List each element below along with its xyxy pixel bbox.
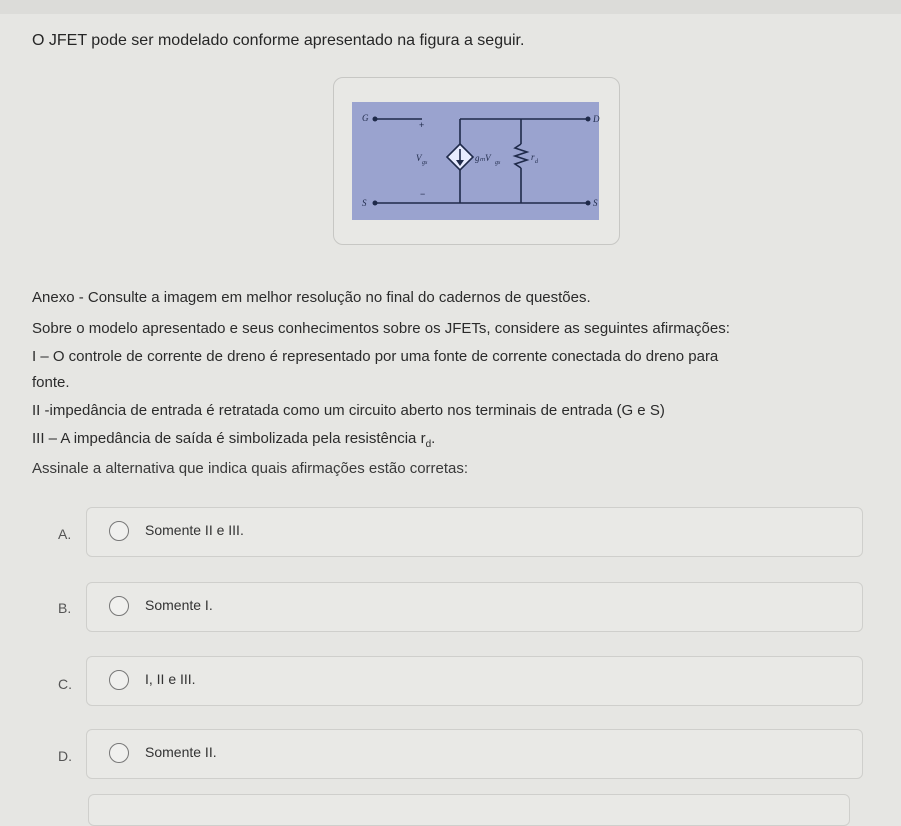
statement-3-subscript: d [425, 439, 432, 450]
next-option-box-partial [88, 794, 850, 826]
option-d-radio[interactable] [109, 743, 129, 763]
label-s-right: S [593, 198, 598, 208]
option-a-radio[interactable] [109, 521, 129, 541]
label-vgs: V [416, 153, 422, 163]
label-gm-vgs: gₘV [475, 153, 491, 163]
figure-card [333, 77, 620, 245]
option-c-label: I, II e III. [145, 671, 196, 687]
statement-2: II -impedância de entrada é retratada como um circuito aberto nos terminais de entrada (G e S) [32, 402, 665, 419]
label-rd-sub: d [535, 159, 538, 165]
option-d-letter: D. [58, 748, 72, 764]
drain-terminal [586, 117, 591, 122]
jfet-model-diagram [334, 78, 619, 244]
option-c-radio[interactable] [109, 670, 129, 690]
option-c[interactable] [86, 656, 863, 706]
option-c-letter: C. [58, 676, 72, 692]
top-strip [0, 0, 901, 14]
option-b-radio[interactable] [109, 596, 129, 616]
label-g: G [362, 113, 369, 123]
label-vgs-sub: gs [422, 160, 428, 166]
label-rd: r [531, 152, 535, 162]
option-a-letter: A. [58, 526, 72, 542]
statement-3-text: III – A impedância de saída é simbolizada pela resistência r [32, 430, 426, 447]
option-d[interactable] [86, 729, 863, 779]
source-terminal-right [586, 201, 591, 206]
plus-sign: + [419, 120, 425, 130]
annex-note: Anexo - Consulte a imagem em melhor resolução no final do cadernos de questões. [32, 289, 591, 306]
option-b-letter: B. [58, 600, 72, 616]
statement-1-line-1: I – O controle de corrente de dreno é representado por uma fonte de corrente conectada do dreno para [32, 348, 719, 365]
answer-prompt: Assinale a alternativa que indica quais afirmações estão corretas: [32, 460, 469, 477]
minus-sign: − [420, 189, 426, 199]
option-b[interactable] [86, 582, 863, 632]
option-a-label: Somente II e III. [145, 522, 244, 538]
label-s-left: S [362, 198, 367, 208]
label-d: D [593, 114, 600, 124]
option-d-label: Somente II. [145, 744, 217, 760]
intro-text: Sobre o modelo apresentado e seus conhecimentos sobre os JFETs, considere as seguintes afirmações: [32, 320, 730, 337]
label-gm-vgs-sub: gs [495, 160, 501, 166]
statement-3-period: . [431, 430, 436, 447]
question-title: O JFET pode ser modelado conforme apresentado na figura a seguir. [32, 32, 525, 49]
statement-1-line-2: fonte. [32, 374, 70, 391]
statement-3 [32, 430, 435, 450]
option-b-label: Somente I. [145, 597, 213, 613]
option-a[interactable] [86, 507, 863, 557]
